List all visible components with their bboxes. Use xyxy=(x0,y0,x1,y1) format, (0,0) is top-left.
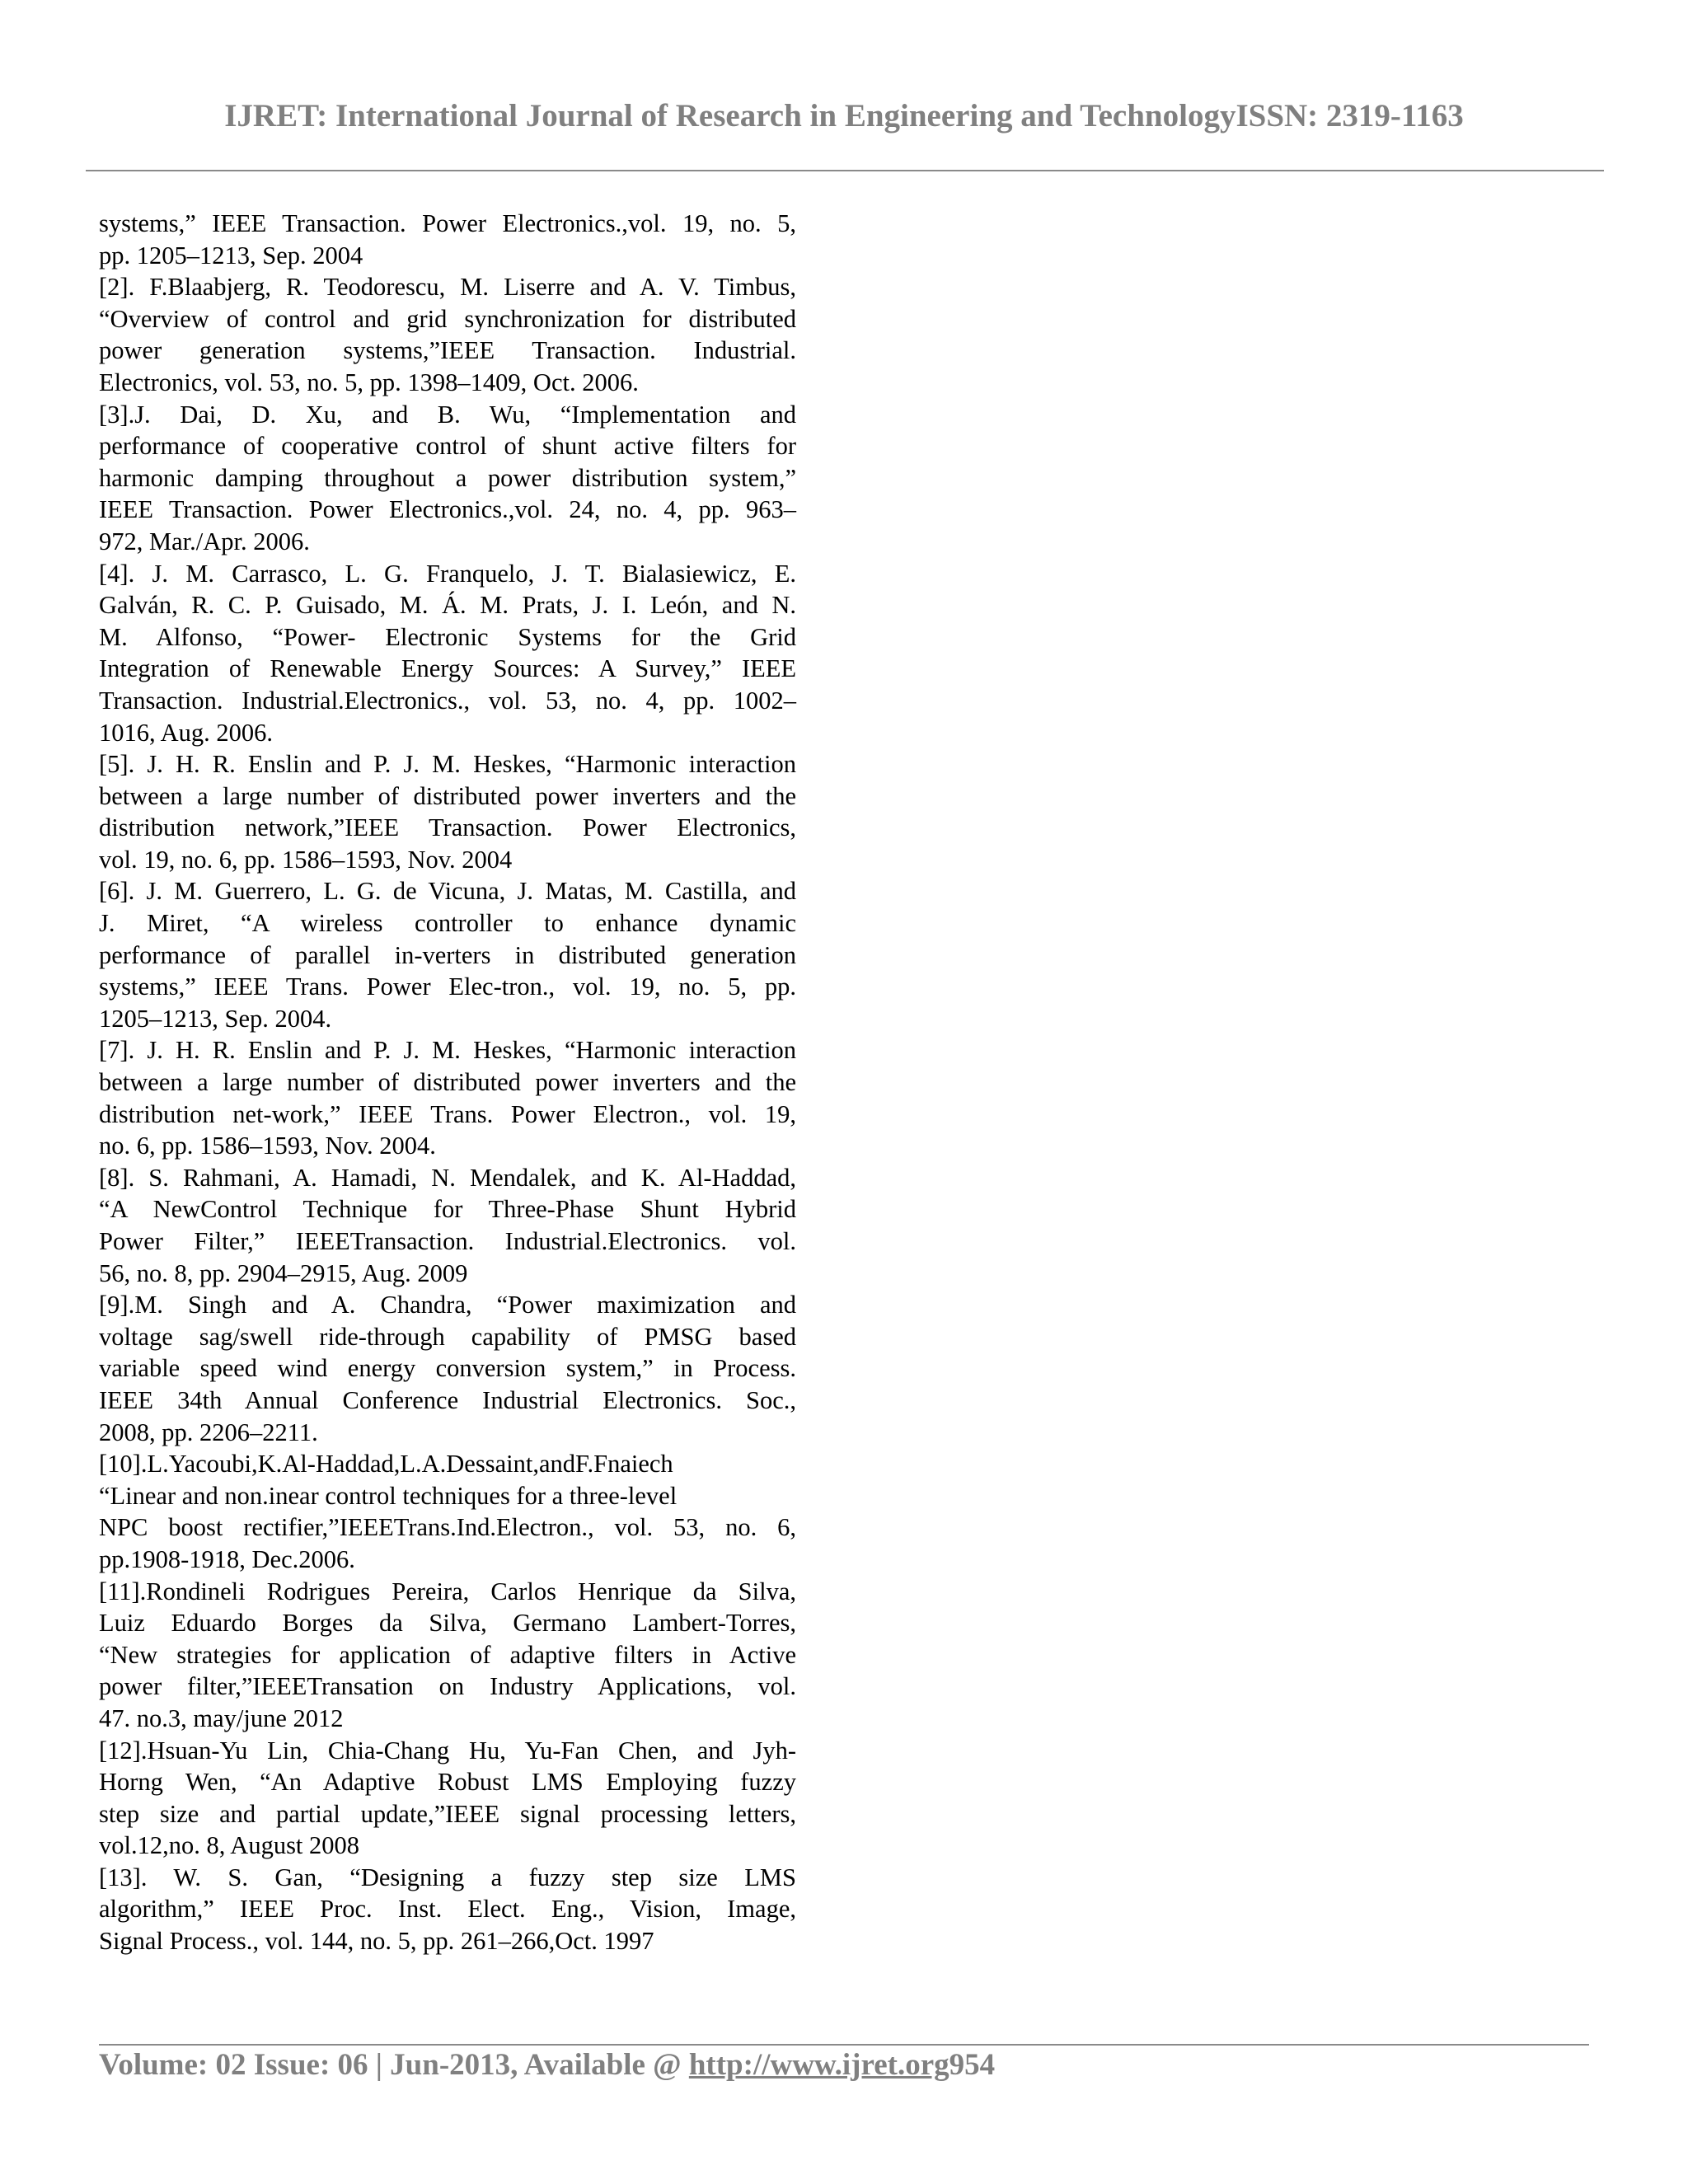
reference-line: Luiz Eduardo Borges da Silva, Germano Lambert-Torres, xyxy=(99,1609,796,1638)
reference-entry xyxy=(99,1448,796,1575)
reference-line: performance of cooperative control of shunt active filters for xyxy=(99,432,796,461)
reference-line: [12].Hsuan-Yu Lin, Chia-Chang Hu, Yu-Fan Chen, and Jyh- xyxy=(99,1736,796,1765)
reference-line: systems,” IEEE Transaction. Power Electronics.,vol. 19, no. 5, xyxy=(99,209,796,237)
reference-line: algorithm,” IEEE Proc. Inst. Elect. Eng., Vision, Image, xyxy=(99,1895,796,1924)
reference-line: vol. 19, no. 6, pp. 1586–1593, Nov. 2004 xyxy=(99,845,513,874)
running-header: IJRET: International Journal of Research in Engineering and TechnologyISSN: 2319-1163 xyxy=(224,98,1464,134)
reference-entry xyxy=(99,1162,796,1289)
reference-line: 56, no. 8, pp. 2904–2915, Aug. 2009 xyxy=(99,1258,468,1287)
reference-line: IEEE 34th Annual Conference Industrial Electronics. Soc., xyxy=(99,1385,796,1414)
reference-line: [13]. W. S. Gan, “Designing a fuzzy step size LMS xyxy=(99,1863,796,1891)
reference-line: distribution net-work,” IEEE Trans. Power Electron., vol. 19, xyxy=(99,1099,796,1128)
reference-line: [6]. J. M. Guerrero, L. G. de Vicuna, J. Matas, M. Castilla, and xyxy=(99,877,796,906)
reference-entry xyxy=(99,558,796,749)
reference-entry xyxy=(99,1576,796,1735)
reference-line: Integration of Renewable Energy Sources: A Survey,” IEEE xyxy=(99,654,796,683)
reference-line: Horng Wen, “An Adaptive Robust LMS Employing fuzzy xyxy=(99,1768,796,1797)
reference-entry xyxy=(99,1862,796,1957)
reference-line: [8]. S. Rahmani, A. Hamadi, N. Mendalek, and K. Al-Haddad, xyxy=(99,1163,796,1192)
page-number: 954 xyxy=(949,2048,996,2082)
reference-line: [11].Rondineli Rodrigues Pereira, Carlos Henrique da Silva, xyxy=(99,1577,796,1605)
reference-line: no. 6, pp. 1586–1593, Nov. 2004. xyxy=(99,1132,436,1160)
reference-line: 1016, Aug. 2006. xyxy=(99,718,273,747)
reference-line: “A NewControl Technique for Three-Phase Shunt Hybrid xyxy=(99,1195,796,1224)
reference-line: [9].M. Singh and A. Chandra, “Power maximization and xyxy=(99,1291,796,1319)
reference-line: IEEE Transaction. Power Electronics.,vol. 24, no. 4, pp. 963– xyxy=(99,495,796,524)
reference-entry xyxy=(99,1289,796,1448)
header-divider xyxy=(86,170,1604,171)
reference-line: 47. no.3, may/june 2012 xyxy=(99,1704,344,1732)
footer-volume-info: Volume: 02 Issue: 06 | Jun-2013, Available @ xyxy=(99,2048,689,2082)
reference-list xyxy=(99,208,796,1957)
reference-line: [3].J. Dai, D. Xu, and B. Wu, “Implementation and xyxy=(99,400,796,429)
reference-line: [7]. J. H. R. Enslin and P. J. M. Heskes, “Harmonic interaction xyxy=(99,1036,796,1065)
reference-line: “Linear and non.inear control techniques for a three-level xyxy=(99,1481,678,1510)
reference-entry xyxy=(99,399,796,558)
reference-line: Signal Process., vol. 144, no. 5, pp. 261–266,Oct. 1997 xyxy=(99,1927,654,1956)
reference-line: vol.12,no. 8, August 2008 xyxy=(99,1831,360,1860)
reference-line: pp.1908-1918, Dec.2006. xyxy=(99,1544,355,1573)
reference-line: [4]. J. M. Carrasco, L. G. Franquelo, J. T. Bialasiewicz, E. xyxy=(99,559,796,588)
reference-entry xyxy=(99,271,796,398)
reference-line: 972, Mar./Apr. 2006. xyxy=(99,527,310,555)
reference-line: 1205–1213, Sep. 2004. xyxy=(99,1004,332,1033)
reference-line: Transaction. Industrial.Electronics., vol. 53, no. 4, pp. 1002– xyxy=(99,686,796,715)
reference-line: [5]. J. H. R. Enslin and P. J. M. Heskes, “Harmonic interaction xyxy=(99,750,796,779)
page-footer xyxy=(99,2047,995,2083)
reference-line: step size and partial update,”IEEE signal processing letters, xyxy=(99,1799,796,1828)
reference-entry xyxy=(99,748,796,875)
reference-entry xyxy=(99,1735,796,1862)
reference-line: pp. 1205–1213, Sep. 2004 xyxy=(99,241,363,269)
reference-line: performance of parallel in-verters in distributed generation xyxy=(99,940,796,969)
reference-line: harmonic damping throughout a power distribution system,” xyxy=(99,463,796,492)
reference-line: Power Filter,” IEEETransaction. Industrial.Electronics. vol. xyxy=(99,1227,796,1255)
reference-line: M. Alfonso, “Power- Electronic Systems for the Grid xyxy=(99,622,796,651)
reference-line: NPC boost rectifier,”IEEETrans.Ind.Electron., vol. 53, no. 6, xyxy=(99,1513,796,1542)
reference-line: J. Miret, “A wireless controller to enhance dynamic xyxy=(99,909,796,938)
reference-line: Galván, R. C. P. Guisado, M. Á. M. Prats, J. I. León, and N. xyxy=(99,591,796,620)
reference-line: “New strategies for application of adaptive filters in Active xyxy=(99,1640,796,1669)
reference-line: between a large number of distributed power inverters and the xyxy=(99,1068,796,1097)
reference-line: distribution network,”IEEE Transaction. Power Electronics, xyxy=(99,813,796,842)
footer-divider xyxy=(99,2044,1589,2046)
reference-line: variable speed wind energy conversion system,” in Process. xyxy=(99,1354,796,1383)
reference-line: “Overview of control and grid synchronization for distributed xyxy=(99,304,796,333)
reference-line: Electronics, vol. 53, no. 5, pp. 1398–1409, Oct. 2006. xyxy=(99,368,639,396)
reference-entry xyxy=(99,1034,796,1161)
reference-line: power generation systems,”IEEE Transaction. Industrial. xyxy=(99,336,796,365)
reference-line: [2]. F.Blaabjerg, R. Teodorescu, M. Liserre and A. V. Timbus, xyxy=(99,273,796,302)
reference-entry xyxy=(99,208,796,271)
journal-website-link[interactable]: http://www.ijret.org xyxy=(688,2048,950,2082)
reference-line: voltage sag/swell ride-through capability of PMSG based xyxy=(99,1322,796,1351)
reference-line: 2008, pp. 2206–2211. xyxy=(99,1418,318,1446)
reference-line: [10].L.Yacoubi,K.Al-Haddad,L.A.Dessaint,andF.Fnaiech xyxy=(99,1450,673,1479)
reference-line: systems,” IEEE Trans. Power Elec-tron., vol. 19, no. 5, pp. xyxy=(99,972,796,1001)
reference-line: power filter,”IEEETransation on Industry Applications, vol. xyxy=(99,1672,796,1701)
reference-entry xyxy=(99,875,796,1034)
reference-line: between a large number of distributed power inverters and the xyxy=(99,781,796,810)
